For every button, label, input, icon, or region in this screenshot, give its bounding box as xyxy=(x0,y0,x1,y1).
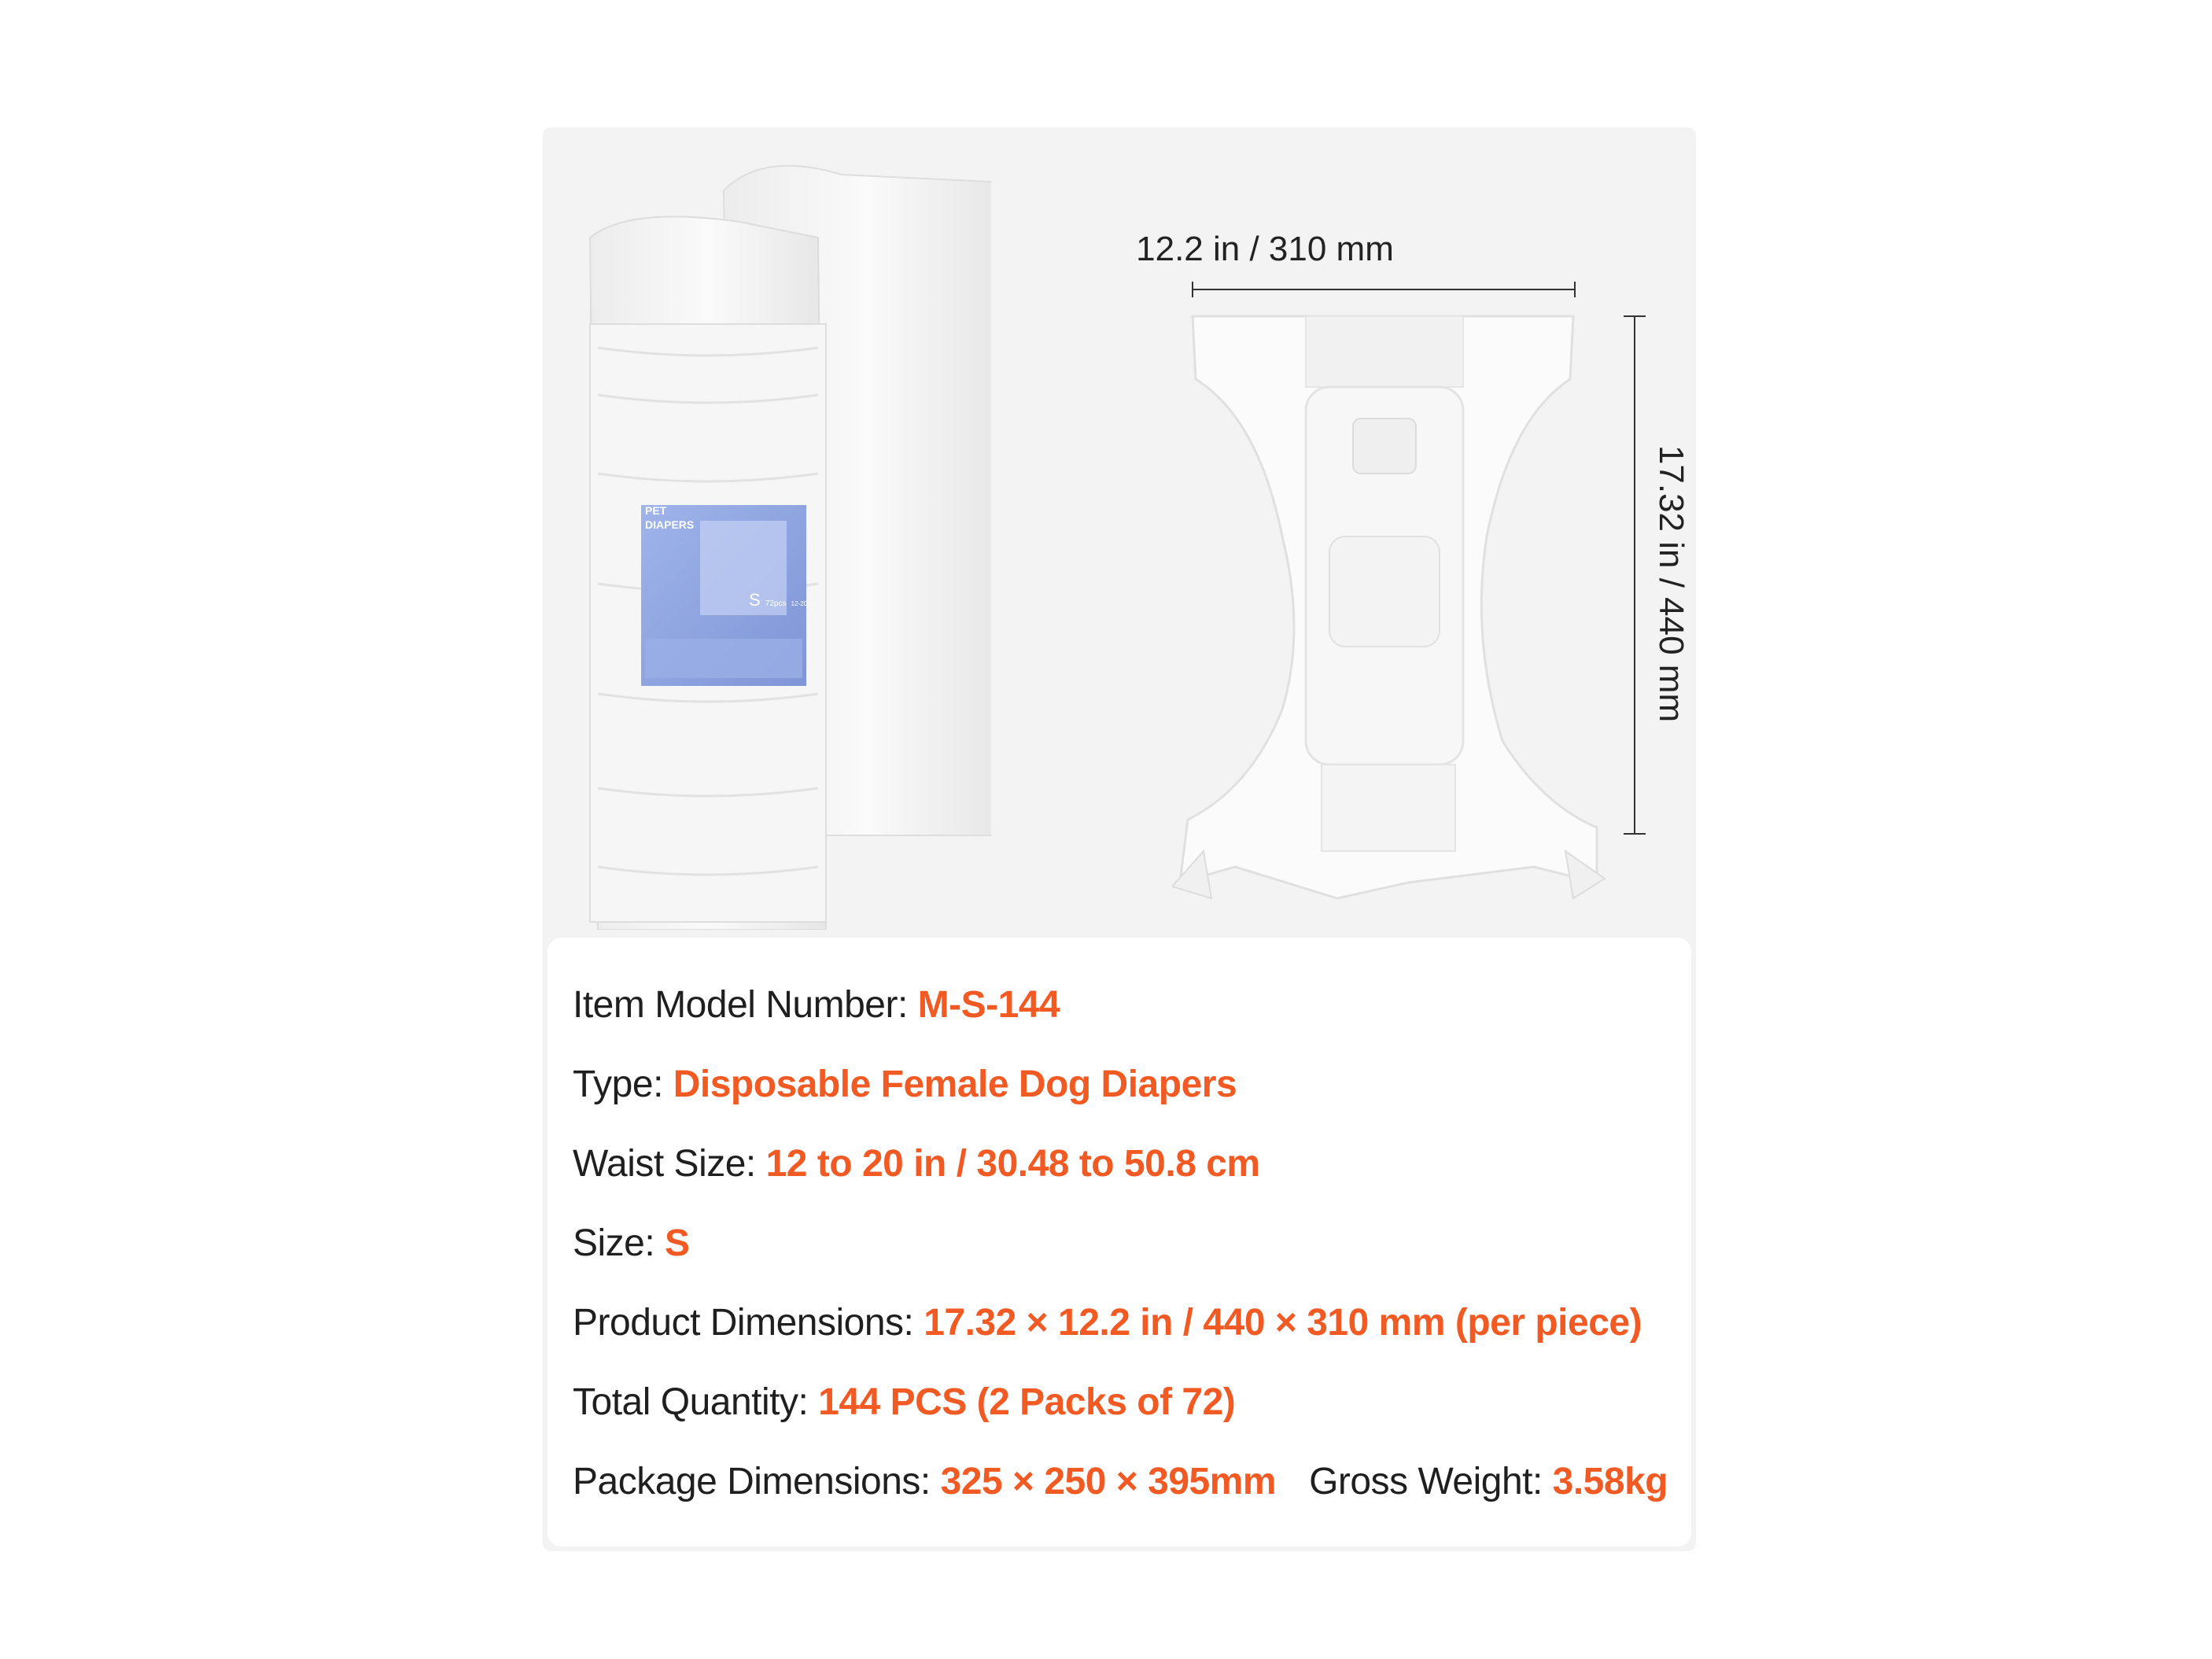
gross-weight-label: Gross Weight: xyxy=(1309,1461,1553,1502)
diaper-image xyxy=(1172,300,1613,914)
spec-label: Size: xyxy=(573,1222,665,1264)
spec-label: Waist Size: xyxy=(573,1143,766,1185)
spec-value: 17.32 × 12.2 in / 440 × 310 mm (per piece) xyxy=(924,1302,1642,1344)
package-range: 12-20in xyxy=(791,600,813,607)
spec-row-package xyxy=(573,1458,1668,1506)
spec-row-size xyxy=(573,1220,690,1267)
spec-label: Package Dimensions: xyxy=(573,1461,941,1502)
package-size: S xyxy=(749,590,761,610)
height-dimension-label: 17.32 in / 440 mm xyxy=(1652,444,1690,723)
spec-label: Item Model Number: xyxy=(573,984,918,1026)
spec-value: S xyxy=(665,1222,690,1264)
spec-label: Total Quantity: xyxy=(573,1381,819,1423)
spec-value: 325 × 250 × 395mm xyxy=(940,1461,1277,1502)
gross-weight-value: 3.58kg xyxy=(1552,1461,1668,1502)
product-card xyxy=(543,127,1696,1551)
width-dimension-label: 12.2 in / 310 mm xyxy=(1136,230,1394,268)
spec-label: Product Dimensions: xyxy=(573,1302,924,1344)
spec-row-product-dimensions xyxy=(573,1300,1642,1347)
gross-weight xyxy=(1309,1458,1668,1506)
spec-row-quantity xyxy=(573,1379,1235,1426)
spec-value: 144 PCS (2 Packs of 72) xyxy=(818,1381,1236,1423)
spec-value: 12 to 20 in / 30.48 to 50.8 cm xyxy=(765,1143,1260,1185)
package-label-title-1: PET xyxy=(645,504,667,517)
package-count: 72pcs xyxy=(765,599,787,608)
package-label-title-2: DIAPERS xyxy=(645,518,695,531)
spec-label: Type: xyxy=(573,1064,673,1105)
specs-panel xyxy=(547,938,1691,1547)
spec-value: Disposable Female Dog Diapers xyxy=(673,1064,1237,1105)
spec-row-type xyxy=(573,1061,1237,1108)
spec-value: M-S-144 xyxy=(917,984,1060,1026)
spec-row-waist xyxy=(573,1141,1260,1188)
spec-row-model xyxy=(573,982,1060,1029)
product-image-area xyxy=(543,127,1696,930)
